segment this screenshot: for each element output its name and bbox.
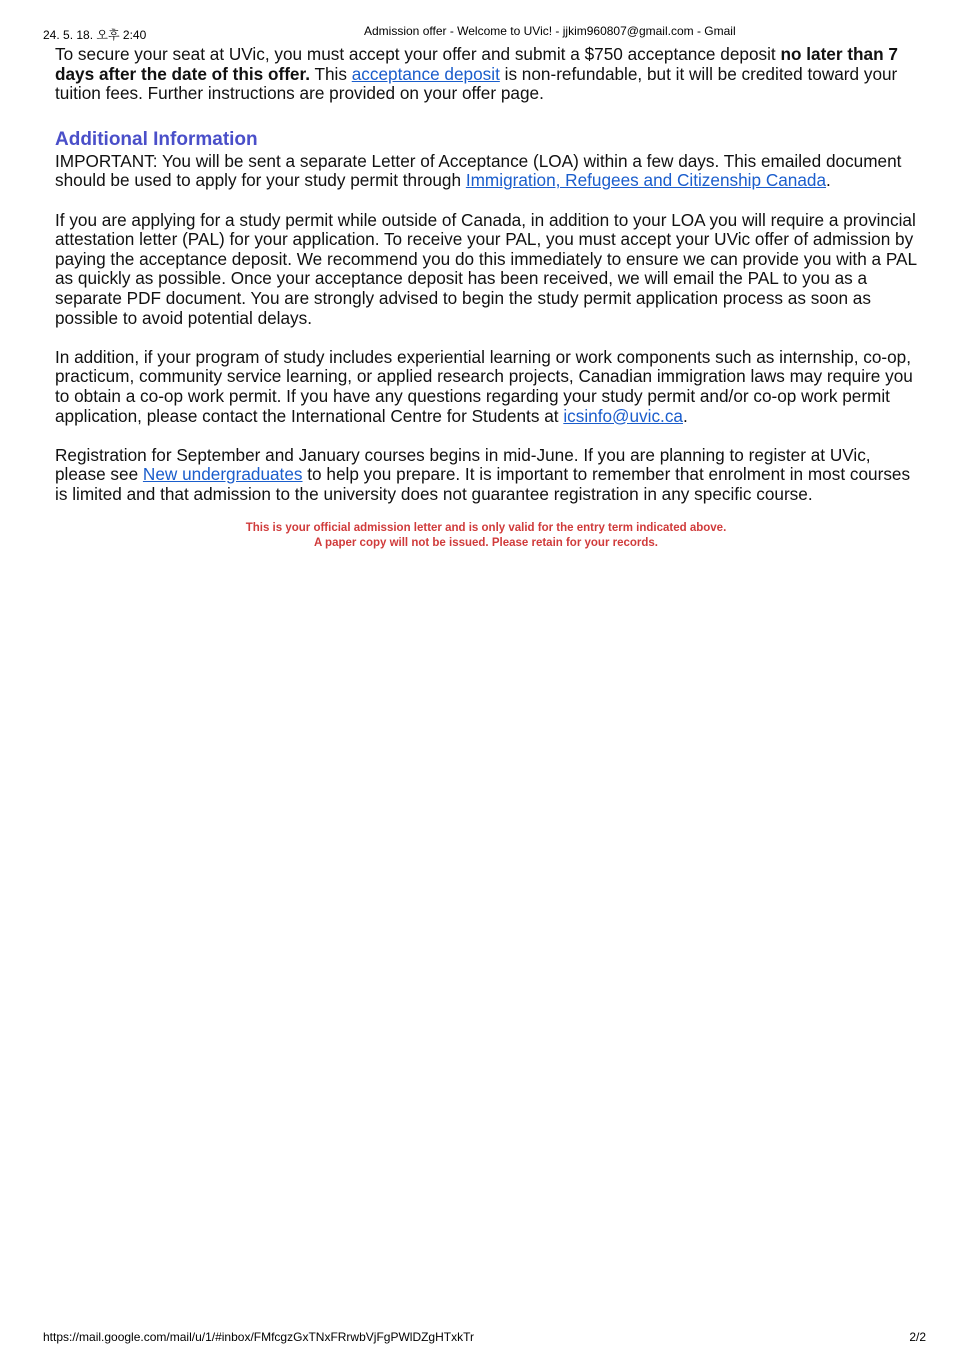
print-page-title: Admission offer - Welcome to UVic! - jjkim960807@gmail.com - Gmail: [364, 24, 736, 38]
acceptance-deposit-link[interactable]: acceptance deposit: [351, 63, 500, 84]
official-letter-notice: [55, 521, 917, 550]
notice-line-2: A paper copy will not be issued. Please retain for your records.: [313, 537, 659, 550]
pal-paragraph: If you are applying for a study permit while outside of Canada, in addition to your LOA you will require a provincial attestation letter (PAL) for your application. To receive your PAL, you must accept your UVic offer of admission by paying the acceptance deposit. We recommend you do this immediately to ensure we can provide you with a PAL as quickly as possible. Once your acceptance deposit has been received, we will email the PAL to you as a separate PDF document. You are strongly advised to begin the study permit application process as soon as possible to avoid potential delays.: [55, 209, 917, 328]
ircc-link[interactable]: Immigration, Refugees and Citizenship Canada: [465, 170, 827, 191]
coop-permit-paragraph: In addition, if your program of study includes experiential learning or work components such as internship, co-op, practicum, community service learning, or applied research projects, Canadian immigration laws may require you to obtain a co-op work permit. If you have any questions regarding your study permit and/or co-op work permit application, please contact the International Centre for Students at icsinfo@uvic.ca.: [55, 346, 913, 426]
email-body: [55, 45, 917, 551]
icsinfo-email-link[interactable]: icsinfo@uvic.ca: [563, 405, 683, 426]
page-number: 2/2: [909, 1330, 926, 1344]
deposit-paragraph: To secure your seat at UVic, you must accept your offer and submit a $750 acceptance deposit no later than 7 days after the date of this offer. This acceptance deposit is non-refundable, but it will be credited toward your tuition fees. Further instructions are provided on your offer page.: [55, 44, 898, 104]
print-footer: [43, 1330, 926, 1346]
deposit-deadline-bold: no later than 7 days after the date of this offer.: [55, 44, 898, 84]
notice-line-1: This is your official admission letter and is only valid for the entry term indicated above.: [245, 522, 727, 535]
print-header: [43, 24, 923, 40]
additional-information-heading: Additional Information: [55, 128, 258, 150]
print-url: https://mail.google.com/mail/u/1/#inbox/FMfcgzGxTNxFRrwbVjFgPWlDZgHTxkTr: [43, 1330, 474, 1344]
loa-paragraph: IMPORTANT: You will be sent a separate Letter of Acceptance (LOA) within a few days. This emailed document should be used to apply for your study permit through Immigration, Refugees and Citizenship Canada.: [55, 150, 902, 191]
print-date: 24. 5. 18. 오후 2:40: [43, 28, 147, 42]
new-undergraduates-link[interactable]: New undergraduates: [142, 464, 303, 485]
registration-paragraph: Registration for September and January courses begins in mid-June. If you are planning to register at UVic, please see New undergraduates to help you prepare. It is important to remember that enrolment in most courses is limited and that admission to the university does not guarantee registration in any specific course.: [55, 444, 911, 504]
